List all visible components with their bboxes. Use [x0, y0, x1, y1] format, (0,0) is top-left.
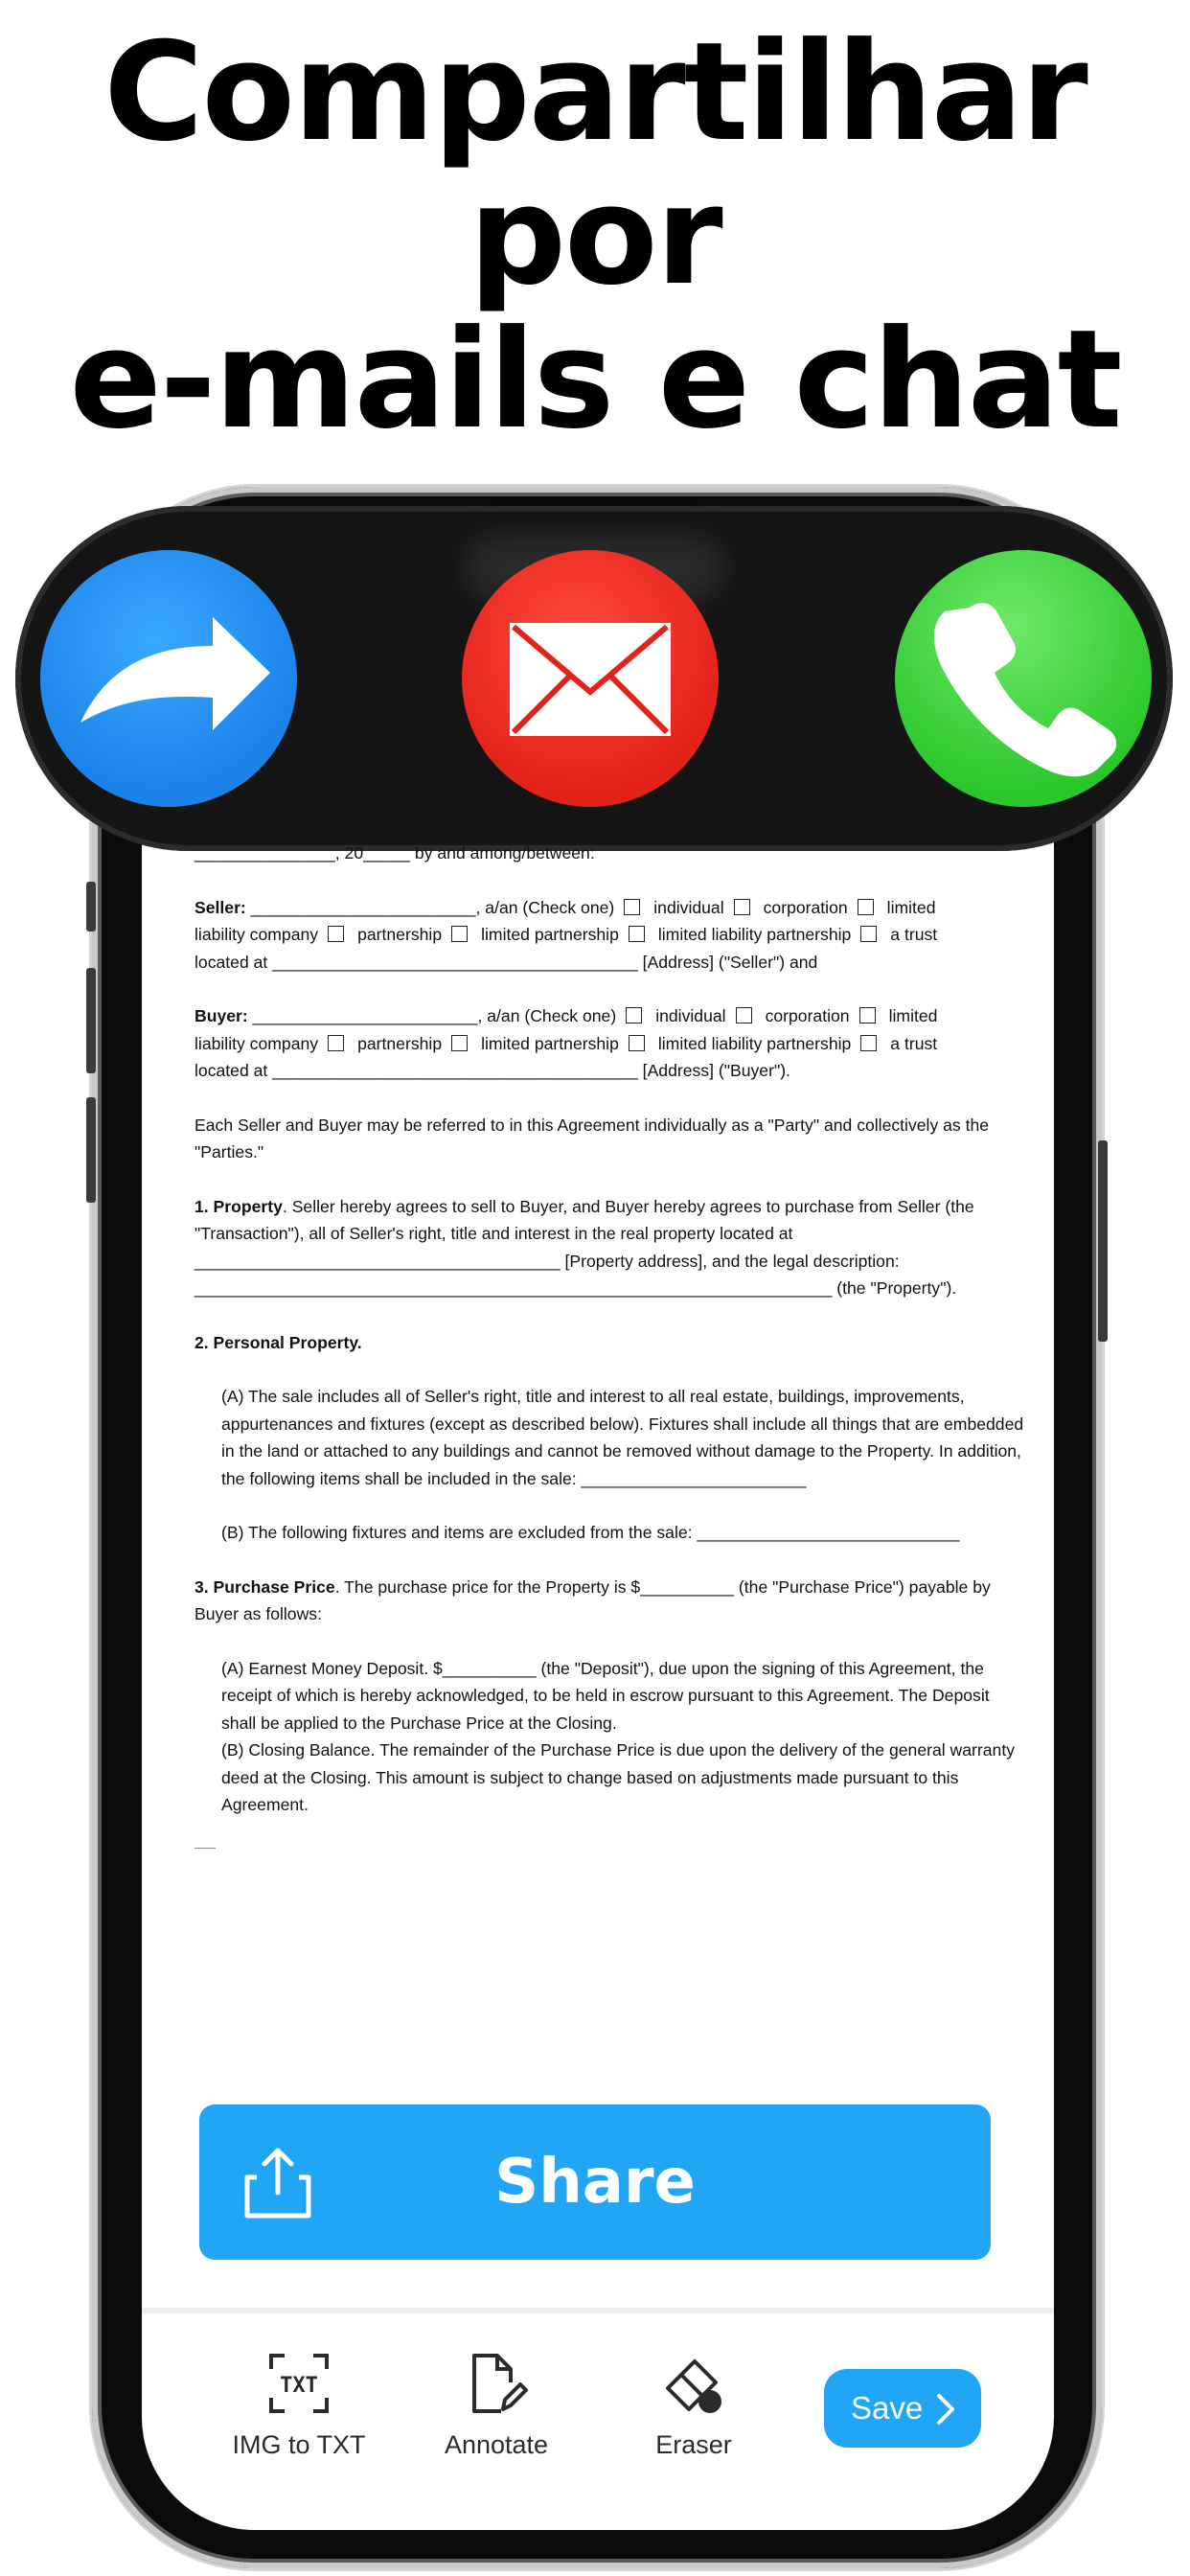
buyer-located: located at _______________________________________ [Address] ("Buyer").: [195, 1061, 790, 1080]
annotate-label: Annotate: [444, 2430, 549, 2459]
svg-text:TXT: TXT: [280, 2374, 318, 2398]
share-button[interactable]: [199, 2104, 991, 2260]
eraser-label: Eraser: [655, 2430, 732, 2459]
doc-section-3a: (A) Earnest Money Deposit. $__________ (the "Deposit"), due upon the signing of this Agreement, the receipt of which is hereby acknowledged, to be held in escrow pursuant to this Agreement. The Deposit shall be applied to the Purchase Price at the Closing.: [221, 1658, 990, 1733]
doc-section-1: 1. Property. Seller hereby agrees to sell to Buyer, and Buyer hereby agrees to purchase from Seller (the "Transaction"), all of Seller's right, title and interest in the real property located at _______________________________________ [Property address], and the legal description: ____________________________________________________________________ (the "Property").: [195, 1196, 974, 1298]
page-footer-mark: [195, 1848, 216, 1849]
checkbox-buyer-llp[interactable]: [629, 1035, 645, 1051]
headline: [0, 13, 1190, 459]
share-button-label: Share: [494, 2147, 696, 2218]
envelope-icon: [462, 550, 719, 807]
doc-section-2a: (A) The sale includes all of Seller's right, title and interest to all real estate, buildings, improvements, appurtenances and fixtures (except as described below). Fixtures shall include all things that are embedded in the land or attached to any buildings and cannot be removed without damage to the Property. In addition, the following items shall be included in the sale: ________________________: [221, 1387, 1024, 1488]
phone-side-button-power: [1098, 1140, 1108, 1342]
checkbox-buyer-individual[interactable]: [626, 1007, 642, 1024]
phone-app-icon[interactable]: [895, 550, 1152, 807]
doc-section-3b: (B) Closing Balance. The remainder of the Purchase Price is due upon the delivery of the general warranty deed at the Closing. This amount is subject to change based on adjustments made pursuant to this Agreement.: [221, 1740, 1016, 1814]
checkbox-buyer-limited[interactable]: [859, 1007, 876, 1024]
chevron-right-icon: [935, 2392, 956, 2426]
doc-buyer-block: Buyer: ________________________, a/an (Check one) individual corporation limited liability company partnership limited partnership limited liability partnership a trust located at _______________________________________ [Address] ("Buyer").: [195, 1006, 938, 1080]
mail-app-icon[interactable]: [462, 550, 719, 807]
checkbox-seller-llp[interactable]: [629, 926, 645, 942]
doc-seller-block: Seller: ________________________, a/an (Check one) individual corporation limited liability company partnership limited partnership limited liability partnership a trust located at _______________________________________ [Address] ("Seller") and: [195, 897, 938, 972]
checkbox-seller-corporation[interactable]: [734, 899, 750, 915]
headline-line-3: e-mails e chat: [69, 301, 1121, 459]
doc-section-2b: (B) The following fixtures and items are excluded from the sale: ____________________________: [221, 1523, 960, 1542]
seller-located: located at _______________________________________ [Address] ("Seller") and: [195, 952, 818, 972]
share-arrow-icon: [40, 550, 297, 807]
img-to-txt-button[interactable]: [203, 2350, 395, 2460]
checkbox-seller-individual[interactable]: [624, 899, 640, 915]
checkbox-seller-trust[interactable]: [860, 926, 877, 942]
checkbox-buyer-trust[interactable]: [860, 1035, 877, 1051]
headline-line-1: Compartilhar: [103, 13, 1087, 172]
checkbox-seller-partnership[interactable]: [328, 926, 344, 942]
checkbox-buyer-lp[interactable]: [451, 1035, 468, 1051]
doc-parties: Each Seller and Buyer may be referred to in this Agreement individually as a "Party" and collectively as the "Parties.": [195, 1115, 990, 1162]
headline-line-2: por: [469, 157, 721, 315]
share-app-icon[interactable]: [40, 550, 297, 807]
section-3-title: 3. Purchase Price: [195, 1576, 335, 1597]
save-button[interactable]: [824, 2369, 981, 2448]
checkbox-buyer-partnership[interactable]: [328, 1035, 344, 1051]
checkbox-seller-lp[interactable]: [451, 926, 468, 942]
document-page: [195, 840, 1028, 1849]
phone-side-button-mute: [86, 882, 96, 932]
text-scan-icon: [265, 2350, 332, 2417]
seller-label: Seller:: [195, 897, 246, 917]
section-1-title: 1. Property: [195, 1196, 283, 1216]
doc-section-2-title: 2. Personal Property.: [195, 1332, 362, 1352]
eraser-icon: [660, 2350, 727, 2417]
annotate-document-icon: [463, 2350, 530, 2417]
toolbar-divider: [142, 2308, 1054, 2313]
phone-side-button-volume-down: [86, 1097, 96, 1203]
phone-icon: [895, 550, 1152, 807]
img-to-txt-label: IMG to TXT: [232, 2430, 366, 2459]
annotate-button[interactable]: [400, 2350, 592, 2460]
checkbox-seller-limited[interactable]: [858, 899, 874, 915]
phone-side-button-volume-up: [86, 968, 96, 1073]
doc-intro: _______________, 20_____ by and among/between:: [195, 843, 595, 862]
buyer-label: Buyer:: [195, 1006, 248, 1025]
doc-section-3: 3. Purchase Price. The purchase price for the Property is $__________ (the "Purchase Price") payable by Buyer as follows:: [195, 1576, 991, 1623]
checkbox-buyer-corporation[interactable]: [736, 1007, 752, 1024]
save-label: Save: [851, 2390, 924, 2426]
share-apps-pill: [15, 506, 1173, 851]
eraser-button[interactable]: [598, 2350, 790, 2460]
